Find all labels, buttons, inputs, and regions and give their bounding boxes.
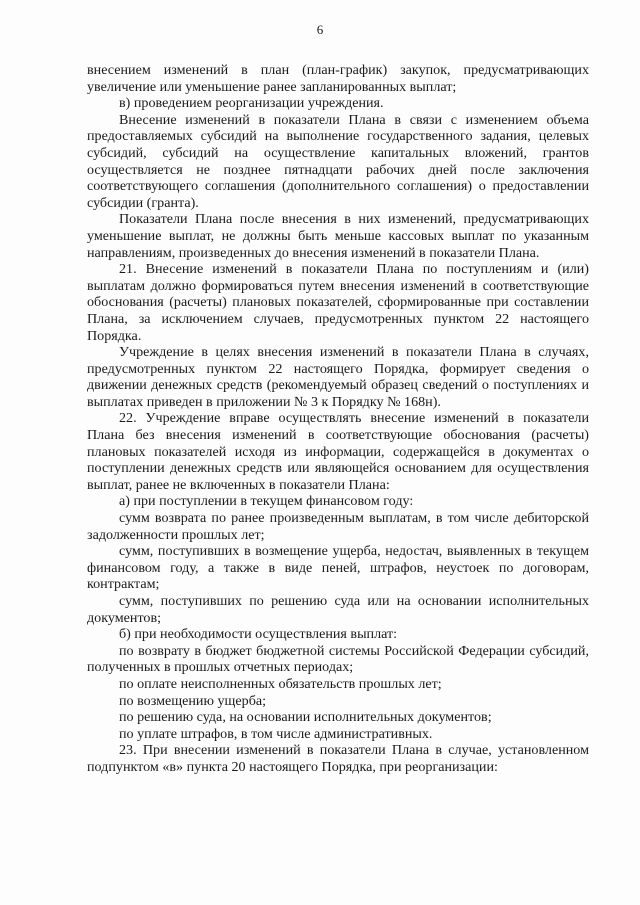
paragraph: Учреждение в целях внесения изменений в показатели Плана в случаях, предусмотренных пунктом 22 настоящего Порядка, формирует сведения о движении денежных средств (рекомендуемый образец сведений о поступлениях и выплатах приведен в приложении № 3 к Порядку № 168н). <box>87 344 589 410</box>
paragraph: по оплате неисполненных обязательств прошлых лет; <box>119 675 442 692</box>
paragraph-23: 23. При внесении изменений в показатели Плана в случае, установленном подпунктом «в» пункта 20 настоящего Порядка, при реорганизации: <box>87 742 589 775</box>
paragraph: по решению суда, на основании исполнительных документов; <box>119 709 492 726</box>
paragraph: сумм, поступивших по решению суда или на основании исполнительных документов; <box>87 593 589 626</box>
paragraph: Показатели Плана после внесения в них изменений, предусматривающих уменьшение выплат, не должны быть меньше кассовых выплат по указанным направлениям, произведенных до внесения изменений в показатели Плана. <box>87 211 589 261</box>
paragraph-21: 21. Внесение изменений в показатели Плана по поступлениям и (или) выплатам должно формироваться путем внесения изменений в соответствующие обоснования (расчеты) плановых показателей, сформированные при составлении Плана, за исключением случаев, предусмотренных пунктом 22 настоящего Порядка. <box>87 261 589 344</box>
paragraph: сумм, поступивших в возмещение ущерба, недостач, выявленных в текущем финансовом году, а также в виде пеней, штрафов, неустоек по договорам, контрактам; <box>87 543 589 593</box>
paragraph: в) проведением реорганизации учреждения. <box>119 95 384 112</box>
paragraph: сумм возврата по ранее произведенным выплатам, в том числе дебиторской задолженности прошлых лет; <box>87 510 589 543</box>
paragraph-sub-a: а) при поступлении в текущем финансовом году: <box>119 493 414 510</box>
paragraph-sub-b: б) при необходимости осуществления выплат: <box>119 626 398 643</box>
paragraph-continuation: внесением изменений в план (план-график) закупок, предусматривающих увеличение или уменьшение ранее запланированных выплат; <box>87 62 589 95</box>
paragraph: Внесение изменений в показатели Плана в связи с изменением объема предоставляемых субсидий на выполнение государственного задания, целевых субсидий, субсидий на осуществление капитальных вложений, грантов осуществляется не позднее пятнадцати рабочих дней после заключения соответствующего соглашения (дополнительного соглашения) о предоставлении субсидии (гранта). <box>87 111 589 211</box>
paragraph: по уплате штрафов, в том числе административных. <box>119 725 433 742</box>
paragraph-22: 22. Учреждение вправе осуществлять внесение изменений в показатели Плана без внесения изменений в соответствующие обоснования (расчеты) плановых показателей исходя из информации, содержащейся в документах о поступлении денежных средств или являющейся основанием для осуществления выплат, ранее не включенных в показатели Плана: <box>87 410 589 493</box>
paragraph: по возмещению ущерба; <box>119 692 267 709</box>
paragraph: по возврату в бюджет бюджетной системы Российской Федерации субсидий, полученных в прошлых отчетных периодах; <box>87 642 589 676</box>
page-number: 6 <box>316 22 324 37</box>
document-body <box>87 62 589 776</box>
